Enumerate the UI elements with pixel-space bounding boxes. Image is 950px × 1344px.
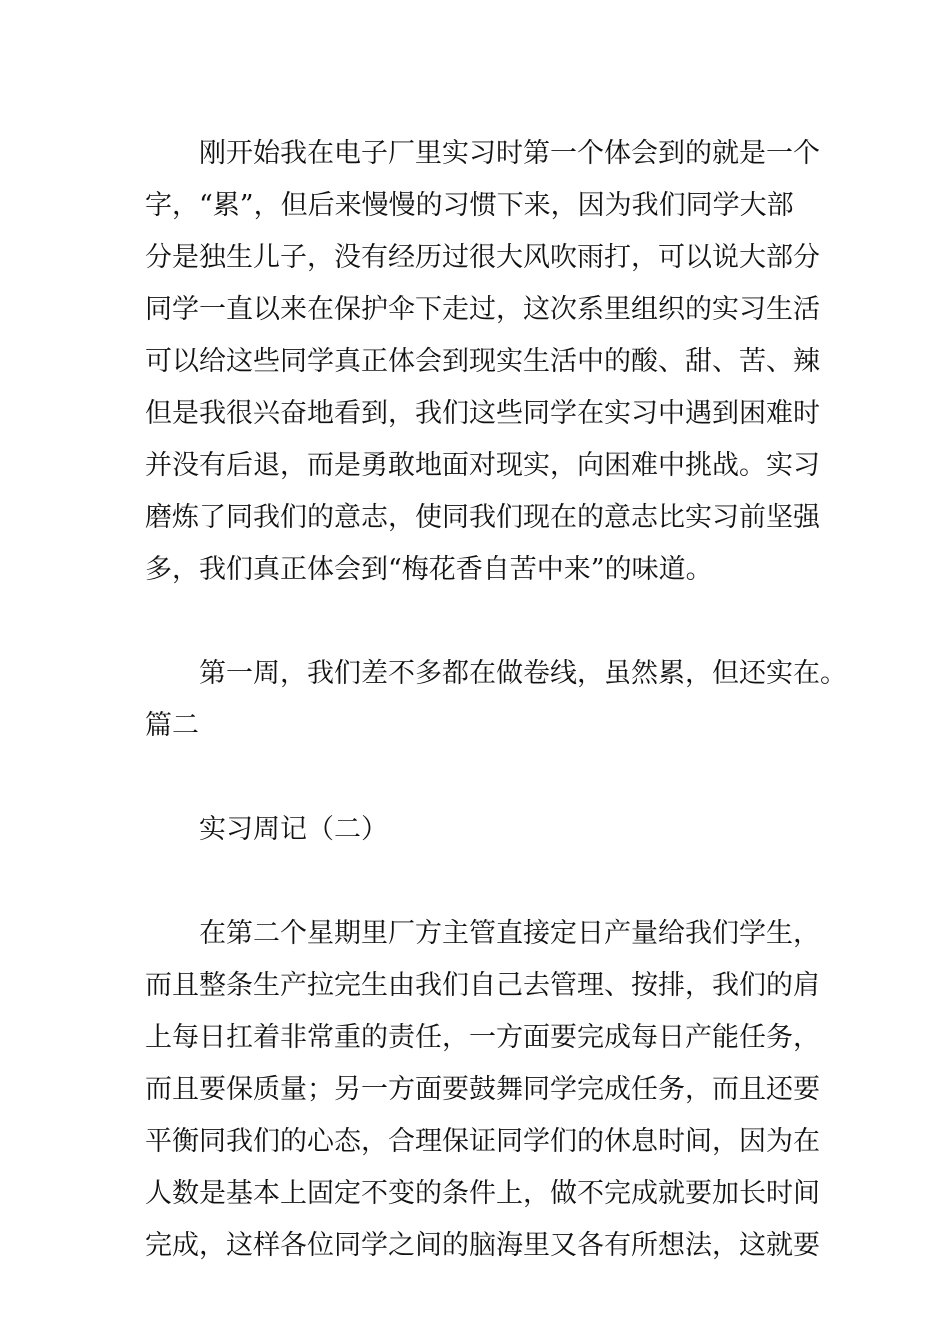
paragraph-line: 磨炼了同我们的意志，使同我们现在的意志比实习前坚强 — [145, 502, 820, 533]
document-body — [145, 128, 847, 1272]
paragraph-line: 在第二个星期里厂方主管直接定日产量给我们学生， — [199, 918, 820, 949]
paragraph-line: 刚开始我在电子厂里实习时第一个体会到的就是一个 — [199, 138, 820, 169]
paragraph-1 — [145, 128, 820, 596]
paragraph-line: 平衡同我们的心态，合理保证同学们的休息时间，因为在 — [145, 1126, 820, 1157]
paragraph-line: 上每日扛着非常重的责任，一方面要完成每日产能任务， — [145, 1022, 820, 1053]
paragraph-spacer — [145, 596, 805, 648]
paragraph-line: 而且整条生产拉完生由我们自己去管理、按排，我们的肩 — [145, 970, 820, 1001]
paragraph-line: 而且要保质量；另一方面要鼓舞同学完成任务，而且还要 — [145, 1074, 820, 1105]
section-label: 篇二 — [145, 710, 199, 741]
paragraph-2 — [145, 648, 847, 752]
paragraph-spacer — [145, 752, 805, 804]
section-heading: 实习周记（二） — [199, 814, 388, 845]
paragraph-line: 可以给这些同学真正体会到现实生活中的酸、甜、苦、辣 — [145, 346, 820, 377]
paragraph-line: 并没有后退，而是勇敢地面对现实，向困难中挑战。实习 — [145, 450, 820, 481]
paragraph-line: 多，我们真正体会到“梅花香自苦中来”的味道。 — [145, 554, 713, 585]
heading-block — [145, 804, 805, 856]
paragraph-line: 同学一直以来在保护伞下走过，这次系里组织的实习生活 — [145, 294, 820, 325]
paragraph-line: 分是独生儿子，没有经历过很大风吹雨打，可以说大部分 — [145, 242, 820, 273]
paragraph-line: 完成，这样各位同学之间的脑海里又各有所想法，这就要 — [145, 1230, 820, 1261]
paragraph-line: 但是我很兴奋地看到，我们这些同学在实习中遇到困难时 — [145, 398, 820, 429]
paragraph-line: 第一周，我们差不多都在做卷线，虽然累，但还实在。 — [199, 658, 847, 689]
paragraph-spacer — [145, 856, 805, 908]
paragraph-line: 字，“累”，但后来慢慢的习惯下来，因为我们同学大部 — [145, 190, 794, 221]
paragraph-line: 人数是基本上固定不变的条件上，做不完成就要加长时间 — [145, 1178, 820, 1209]
paragraph-3 — [145, 908, 820, 1272]
